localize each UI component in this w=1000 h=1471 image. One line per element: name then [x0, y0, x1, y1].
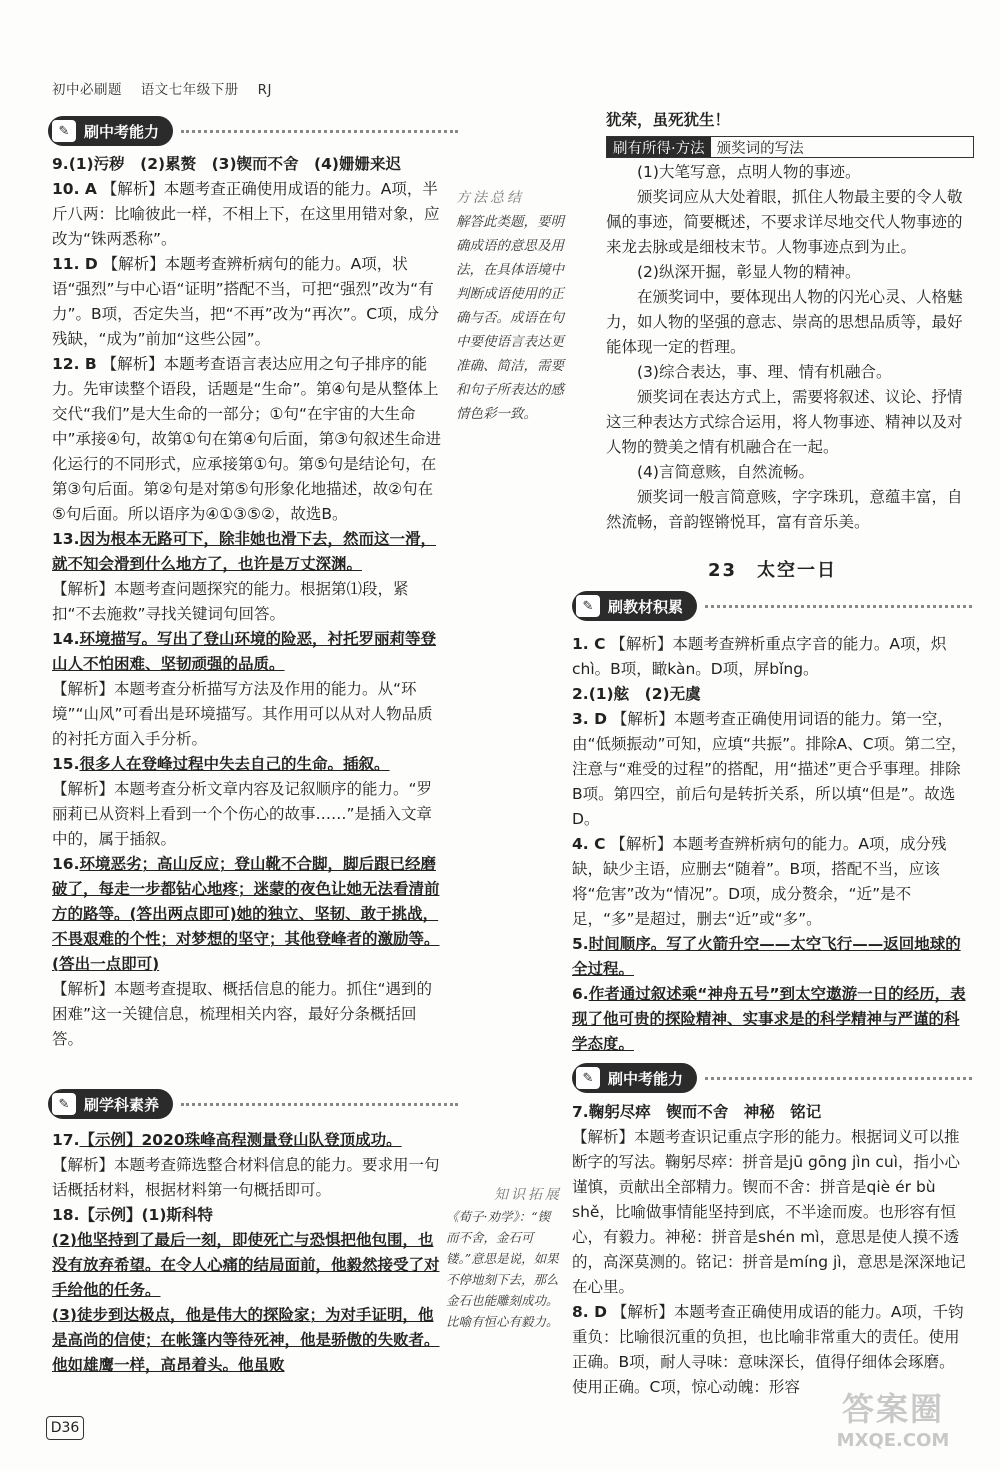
method-summary-note: [456, 186, 566, 426]
answer-r1: 1. C 【解析】本题考查辨析重点字音的能力。A项，炽chì。B项，瞰kàn。D项，屏bǐng。: [572, 635, 947, 678]
answer-18: 18.【示例】(1)斯科特 (2)他坚持到了最后一刻，即使死亡与恐惧把他包围，也没有放弃希望。在令人心痛的结局面前，他毅然接受了对手给他的任务。 (3)徒步到达极点，他是伟大的探险家；为对手证明，他是高尚的信使；在帐篷内等待死神，他是骄傲的失败者。他如雄鹰一样，高昂着头。他虽败: [52, 1206, 440, 1374]
method-paragraph: 颁奖词一般言简意赅，字字珠玑，意蕴丰富，自然流畅，音韵铿锵悦耳，富有音乐美。: [606, 488, 963, 531]
answer-r5: 5.时间顺序。写了火箭升空——太空飞行——返回地球的全过程。: [572, 935, 961, 978]
book-icon: ✎: [52, 1093, 76, 1115]
left-column: [52, 152, 444, 1052]
right-top: [606, 108, 974, 133]
answer-r8: 8. D 【解析】本题考查正确使用成语的能力。A项，千钧重负：比喻很沉重的负担，也比喻非常重大的责任。使用正确。B项，耐人寻味：意味深长，值得仔细体会琢磨。使用正确。C项，惊心动魄：形容: [572, 1303, 964, 1396]
book-icon: ✎: [576, 595, 600, 617]
knowledge-note: [446, 1185, 562, 1332]
book-icon: ✎: [52, 120, 76, 142]
section-badge-xueke: ✎ 刷学科素养: [48, 1088, 458, 1120]
page-header: [52, 78, 286, 98]
section-badge-jiaocai: ✎ 刷教材积累: [572, 590, 972, 622]
subject-name: 语文七年级下册: [140, 82, 239, 98]
series-name: 初中必刷题: [52, 82, 122, 98]
method-summary-title: 方法总结: [456, 190, 524, 206]
answer-r3: 3. D 【解析】本题考查正确使用词语的能力。第一空，由“低频振动”可知，应填“共振”。排除A、C项。第二空，注意与“难受的过程”的搭配，用“描述”更合乎事理。排除B项。第四空，前后句是转折关系，所以填“但是”。故选D。: [572, 710, 967, 828]
method-summary-body: 解答此类题，要明确成语的意思及用法，在具体语境中判断成语使用的正确与否。成语在句中要使语言表达更准确、简洁，需要和句子所表达的感情色彩一致。: [456, 214, 564, 422]
answer-14: 14.环境描写。写出了登山环境的险恶，衬托罗丽莉等登山人不怕困难、坚韧顽强的品质。 【解析】本题考查分析描写方法及作用的能力。从“环境”“山风”可看出是环境描写。其作用可以从对人物品质的衬托方面入手分析。: [52, 630, 436, 748]
edition-code: RJ: [257, 82, 272, 98]
lesson-title: 23 太空一日: [708, 560, 838, 581]
right-method-text: [606, 160, 974, 535]
method-paragraph: (3)综合表达，事、理、情有机融合。: [637, 363, 892, 381]
answer-12: 12. B 【解析】本题考查语言表达应用之句子排序的能力。先审读整个语段，话题是“生命”。第④句是从整体上交代“我们”是大生命的一部分；①句“在宇宙的大生命中”承接④句，故第①句在第④句后面，第③句叙述生命进化运行的不同形式，应承接第①句。第⑤句是结论句，在第③句后面。第②句是对第⑤句形象化地描述，故②句在⑤句后面。所以语序为④①③⑤②，故选B。: [52, 355, 442, 523]
left-column-lower: [52, 1128, 444, 1378]
method-tag: 刷有所得·方法: [607, 137, 711, 157]
answer-13: 13.因为根本无路可下，除非她也滑下去，然而这一滑，就不知会滑到什么地方了，也许是万丈深渊。 【解析】本题考查问题探究的能力。根据第⑴段，紧扣“不去施救”寻找关键词句回答。: [52, 530, 436, 623]
answer-continued: 犹荣，虽死犹生！: [606, 111, 731, 129]
section-badge-zhongkao-2: ✎ 刷中考能力: [572, 1062, 972, 1094]
answer-r2: 2.(1)舷 (2)无虞: [572, 685, 701, 703]
method-paragraph: 在颁奖词中，要体现出人物的闪光心灵、人格魅力，如人物的坚强的意志、崇高的思想品质等，最好能体现一定的哲理。: [606, 288, 963, 356]
method-paragraph: (4)言简意赅，自然流畅。: [637, 463, 814, 481]
answer-15: 15.很多人在登峰过程中失去自己的生命。插叙。 【解析】本题考查分析文章内容及记叙顺序的能力。“罗丽莉已从资料上看到一个个伤心的故事……”是插入文章中的，属于插叙。: [52, 755, 433, 848]
answer-10: 10. A 【解析】本题考查正确使用成语的能力。A项，半斤八两：比喻彼此一样，不相上下，在这里用错对象，应改为“铢两悉称”。: [52, 180, 440, 248]
answer-r6: 6.作者通过叙述乘“神舟五号”到太空遨游一日的经历，表现了他可贵的探险精神、实事求是的科学精神与严谨的科学态度。: [572, 985, 966, 1053]
method-paragraph: (1)大笔写意，点明人物的事迹。: [637, 163, 861, 181]
answer-r4: 4. C 【解析】本题考查辨析病句的能力。A项，成分残缺，缺少主语，应删去“随着”。B项，搭配不当，应该将“危害”改为“情况”。D项，成分赘余，“近”是不足，“多”是超过，删去“近”或“多”。: [572, 835, 947, 928]
answer-16: 16.环境恶劣；高山反应；登山靴不合脚，脚后跟已经磨破了，每走一步都钻心地疼；迷蒙的夜色让她无法看清前方的路等。(答出两点即可)她的独立、坚韧、敢于挑战，不畏艰难的个性；对梦想的坚守；其他登峰者的激励等。(答出一点即可) 【解析】本题考查提取、概括信息的能力。抓住“遇到的困难”这一关键信息，梳理相关内容，最好分条概括回答。: [52, 855, 440, 1048]
method-paragraph: 颁奖词在表达方式上，需要将叙述、议论、抒情这三种表达方式综合运用，将人物事迹、精神以及对人物的赞美之情有机融合在一起。: [606, 388, 963, 456]
method-box: [606, 136, 974, 158]
section-badge-zhongkao: ✎ 刷中考能力: [48, 115, 458, 147]
answer-9: 9.(1)污秽 (2)累赘 (3)锲而不舍 (4)姗姗来迟: [52, 155, 402, 173]
knowledge-title: 知识拓展: [494, 1187, 562, 1203]
book-icon: ✎: [576, 1067, 600, 1089]
method-paragraph: 颁奖词应从大处着眼，抓住人物最主要的令人敬佩的事迹，简要概述，不要求详尽地交代人物事迹的来龙去脉或是细枝末节。人物事迹点到为止。: [606, 188, 963, 256]
answer-r7: 7.鞠躬尽瘁 锲而不舍 神秘 铭记: [572, 1103, 822, 1121]
method-paragraph: (2)纵深开掘，彰显人物的精神。: [637, 263, 861, 281]
method-box-title: 颁奖词的写法: [716, 140, 804, 157]
right-column-lower: [572, 1100, 970, 1400]
right-column-answers: [572, 632, 970, 1057]
watermark-logo: 答案圈 MXQE.COM: [836, 1390, 950, 1451]
answer-r7-analysis: 【解析】本题考查识记重点字形的能力。根据词义可以推断字的写法。鞠躬尽瘁：拼音是jū gōng jìn cuì，指小心谨慎，贡献出全部精力。锲而不舍：拼音是qiè ér bù shě，比喻做事情能坚持到底，不半途而废。也形容有恒心，有毅力。神秘：拼音是shén mì，意思是使人摸不透的，高深莫测的。铭记：拼音是míng jì，意思是深深地记在心里。: [572, 1128, 966, 1296]
knowledge-body: 《荀子·劝学》：“锲而不舍，金石可镂。”意思是说，如果不停地刻下去，那么金石也能雕刻成功。比喻有恒心有毅力。: [446, 1209, 559, 1329]
answer-17: 17.【示例】2020珠峰高程测量登山队登顶成功。 【解析】本题考查筛选整合材料信息的能力。要求用一句话概括材料，根据材料第一句概括即可。: [52, 1131, 440, 1199]
answer-11: 11. D 【解析】本题考查辨析病句的能力。A项，状语“强烈”与中心语“证明”搭配不当，可把“强烈”改为“有力”。B项，否定失当，把“不再”改为“再次”。C项，成分残缺，“成为”前加“这些公园”。: [52, 255, 440, 348]
page-number: D36: [46, 1416, 84, 1440]
